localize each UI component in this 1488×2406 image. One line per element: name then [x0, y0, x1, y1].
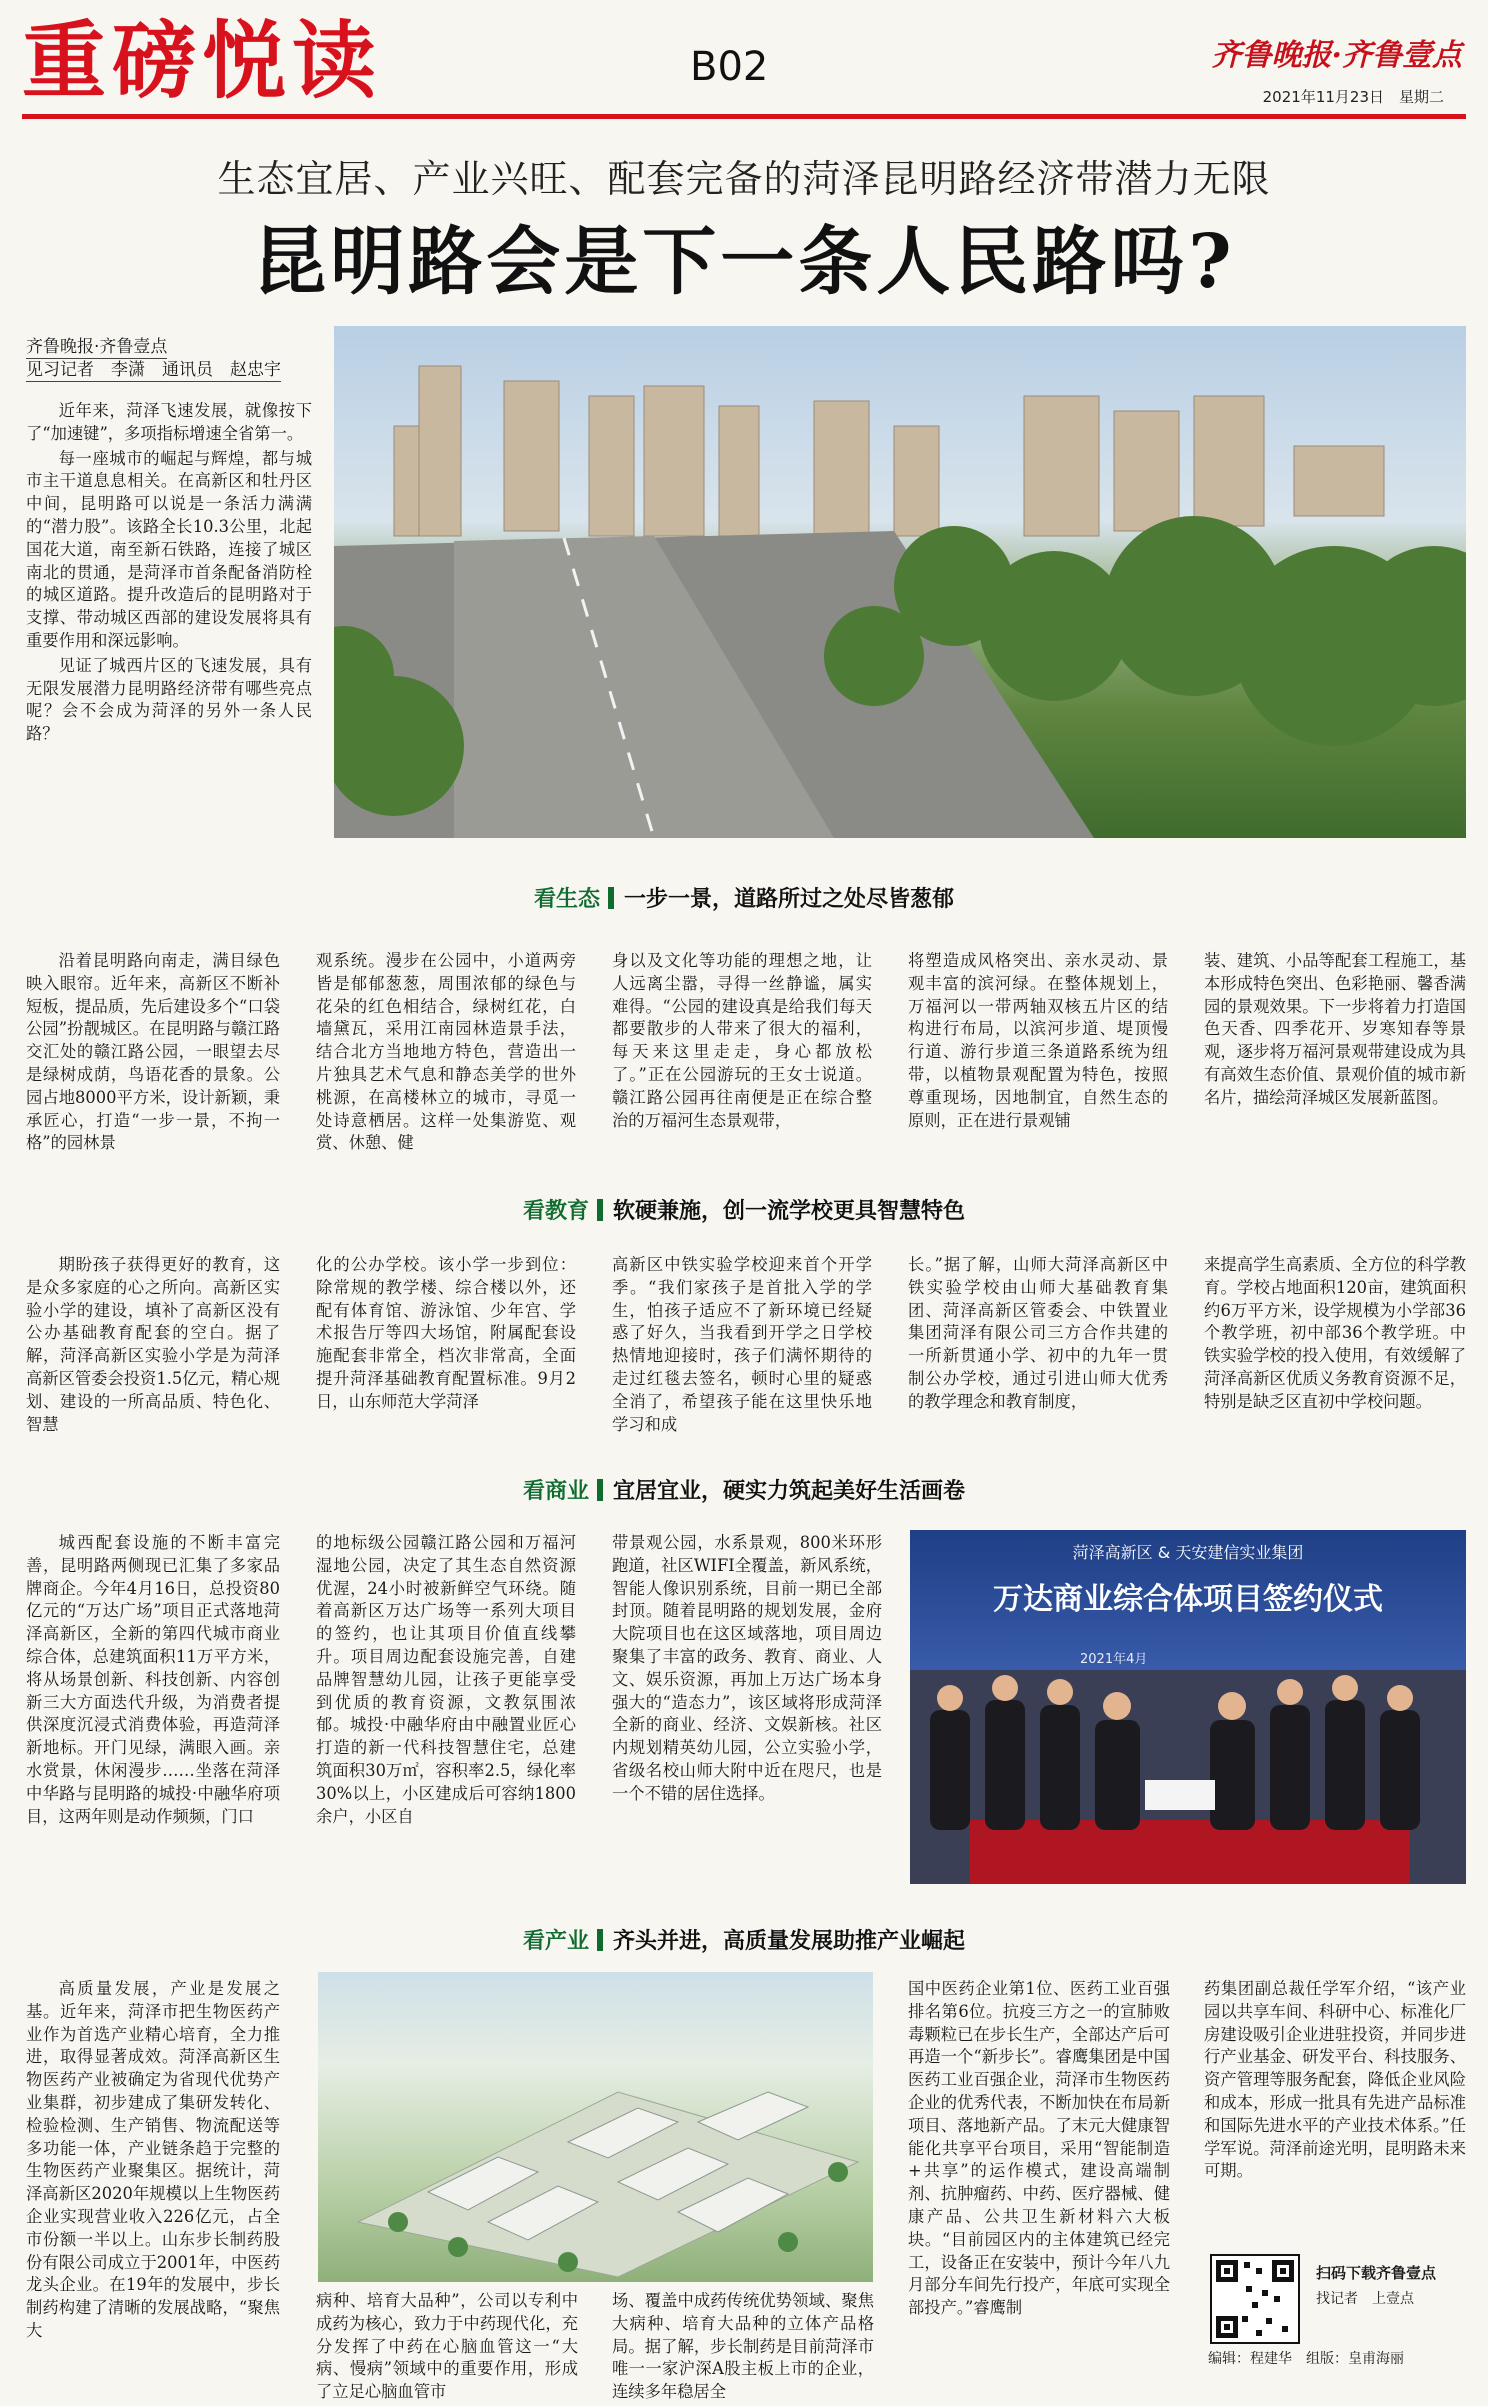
paragraph: 装、建筑、小品等配套工程施工，基本形成特色突出、色彩艳丽、馨香满园的景观效果。下一步将着力打造国色天香、四季花开、岁寒知春等景观，逐步将万福河景观带建设成为具有高效生态价值、景观价值的城市新名片，描绘菏泽城区发展新蓝图。	[1204, 951, 1466, 1107]
section-bar	[597, 1929, 603, 1951]
byline-org: 齐鲁晚报·齐鲁壹点	[26, 337, 168, 357]
city-road-photo	[334, 326, 1466, 838]
byline-people: 见习记者 李潇 通讯员 赵忠宇	[26, 360, 281, 380]
paragraph: 的地标级公园赣江路公园和万福河湿地公园，决定了其生态自然资源优渥，24小时被新鲜空气环绕。随着高新区万达广场等一系列大项目的签约，也让其项目价值直线攀升。项目周边配套设施完善，自建品牌智慧幼儿园，让孩子更能享受到优质的教育资源，文教氛围浓郁。城投·中融华府由中融置业匠心打造的新一代科技智慧住宅，总建筑面积30万㎡，容积率2.5，绿化率30%以上，小区建成后可容纳1800余户，小区自	[316, 1533, 576, 1826]
qr-caption: 扫码下载齐鲁壹点	[1316, 2264, 1437, 2282]
reporter-contact: 找记者 上壹点	[1316, 2291, 1414, 2307]
paragraph: 化的公办学校。该小学一步到位：除常规的教学楼、综合楼以外，还配有体育馆、游泳馆、少年宫、学术报告厅等四大场馆，附属配套设施配套非常全，档次非常高，全面提升菏泽基础教育配置标准。9月2日，山东师范大学菏泽	[316, 1255, 576, 1411]
ecology-col-5	[1204, 950, 1466, 1112]
paragraph: 来提高学生高素质、全方位的科学教育。学校占地面积120亩，建筑面积约6万平方米，设学规模为小学部36个教学班，初中部36个教学班。中铁实验学校的投入使用，有效缓解了菏泽高新区优质义务教育资源不足，特别是缺乏区直初中学校问题。	[1204, 1255, 1466, 1411]
section-keyword: 看商业	[522, 1479, 589, 1504]
ecology-col-1	[26, 950, 280, 1157]
masthead-rule	[22, 114, 1466, 119]
education-col-2	[316, 1254, 576, 1416]
education-col-3	[612, 1254, 872, 1438]
paragraph: 将塑造成风格突出、亲水灵动、景观丰富的滨河绿。在整体规划上，万福河以一带两轴双核五片区的结构进行布局，以滨河步道、堤顶慢行道、游行步道三条道路系统为纽带，以植物景观配置为特色，按照尊重现场，因地制宜，自然生态的原则，正在进行景观铺	[908, 951, 1168, 1130]
paragraph: 城西配套设施的不断丰富完善，昆明路两侧现已汇集了多家品牌商企。今年4月16日，总投资80亿元的“万达广场”项目正式落地菏泽高新区，全新的第四代城市商业综合体，总建筑面积11万平方米，将从场景创新、科技创新、内容创新三大方面迭代升级，为消费者提供深度沉浸式消费体验，再造菏泽新地标。开门见绿，满眼入画。亲水赏景，休闲漫步……坐落在菏泽中华路与昆明路的城投·中融华府项目，这两年则是动作频频，门口	[26, 1533, 280, 1826]
section-title: 宜居宜业，硬实力筑起美好生活画卷	[613, 1479, 966, 1504]
section-title: 一步一景，道路所过之处尽皆葱郁	[624, 887, 955, 912]
commerce-col-1	[26, 1532, 280, 1830]
page-code: B02	[690, 44, 769, 90]
paragraph: 身以及文化等功能的理想之地，让人远离尘嚣，寻得一丝静谧，属实难得。“公园的建设真是给我们每天都要散步的人带来了很大的福利，每天来这里走走，身心都放松了。”正在公园游玩的王女士说道。赣江路公园再往南便是正在综合整治的万福河生态景观带，	[612, 951, 872, 1130]
paragraph: 病种、培育大品种”，公司以专利中成药为核心，致力于中药现代化，充分发挥了中药在心脑血管这一“大病、慢病”领域中的重要作用，形成了立足心脑血管市	[316, 2291, 578, 2402]
ecology-col-2	[316, 950, 576, 1157]
section-keyword: 看教育	[522, 1199, 589, 1224]
article-headline: 昆明路会是下一条人民路吗?	[252, 219, 1236, 305]
section-keyword: 看产业	[522, 1929, 589, 1954]
intro-paragraph: 近年来，菏泽飞速发展，就像按下了“加速键”，多项指标增速全省第一。	[26, 401, 312, 443]
paragraph: 高质量发展，产业是发展之基。近年来，菏泽市把生物医药产业作为首选产业精心培育，全力推进，取得显著成效。菏泽高新区生物医药产业被确定为省现代优势产业集群，初步建成了集研发转化、检验检测、生产销售、物流配送等多功能一体，产业链条趋于完整的生物医药产业聚集区。据统计，菏泽高新区2020年规模以上生物医药企业实现营业收入226亿元，占全市份额一半以上。山东步长制药股份有限公司成立于2001年，中医药龙头企业。在19年的发展中，步长制药构建了清晰的发展战略，“聚焦大	[26, 1979, 280, 2340]
paragraph: 国中医药企业第1位、医药工业百强排名第6位。抗疫三方之一的宣肺败毒颗粒已在步长生产，全部达产后可再造一个“新步长”。睿鹰集团是中国医药工业百强企业，菏泽市生物医药企业的优秀代表，不断加快在布局新项目、落地新产品。了末元大健康智能化共享平台项目，采用“智能制造+共享”的运作模式，建设高端制剂、抗肿瘤药、中药、医疗器械、健康产品、公共卫生新材料六大板块。“目前园区内的主体建筑已经完工，设备正在安装中，预计今年八九月部分车间先行投产，年底可实现全部投产。”睿鹰制	[908, 1979, 1170, 2318]
paragraph: 带景观公园，水系景观，800米环形跑道，社区WIFI全覆盖，新风系统，智能人像识别系统，目前一期已全部封顶。随着昆明路的规划发展，金府大院项目也在这区域落地，项目周边聚集了丰富的政务、教育、商业、人文、娱乐资源，再加上万达广场本身强大的“造态力”，该区域将形成菏泽全新的商业、经济、文娱新核。社区内规划精英幼儿园，公立实验小学，省级名校山师大附中近在咫尺，也是一个不错的居住选择。	[612, 1533, 882, 1803]
education-col-4	[908, 1254, 1168, 1416]
byline	[26, 336, 326, 382]
section-heading-industry	[0, 1924, 1488, 1955]
paragraph: 药集团副总裁任学军介绍，“该产业园以共享车间、科研中心、标准化厂房建设吸引企业进驻投资，并同步进行产业基金、研发平台、科技服务、资产管理等服务配套，降低企业风险和成本，形成一批具有先进产品标准和国际先进水平的产业技术体系。”任学军说。菏泽前途光明，昆明路未来可期。	[1204, 1979, 1466, 2181]
banner-main-text: 万达商业综合体项目签约仪式	[993, 1582, 1383, 1617]
section-bar	[597, 1199, 603, 1221]
signing-ceremony-photo	[910, 1530, 1466, 1884]
education-col-1	[26, 1254, 280, 1438]
masthead-title: 重磅悦读	[22, 12, 383, 110]
industry-col-4	[908, 1978, 1170, 2322]
intro-paragraph: 每一座城市的崛起与辉煌，都与城市主干道息息相关。在高新区和牡丹区中间，昆明路可以说是一条活力满满的“潜力股”。该路全长10.3公里，北起国花大道，南至新石铁路，连接了城区南北的贯通，是菏泽市首条配备消防栓的城区道路。提升改造后的昆明路对于支撑、带动城区西部的建设发展将具有重要作用和深远影响。	[26, 448, 312, 650]
download-qr-code[interactable]	[1210, 2254, 1300, 2344]
section-keyword: 看生态	[533, 887, 600, 912]
issue-date: 2021年11月23日 星期二	[1262, 88, 1444, 106]
section-heading-commerce	[0, 1474, 1488, 1505]
editor-line: 编辑：程建华 组版：皇甫海丽	[1208, 2351, 1404, 2367]
paragraph: 沿着昆明路向南走，满目绿色映入眼帘。近年来，高新区不断补短板，提品质，先后建设多个“口袋公园”扮靓城区。在昆明路与赣江路交汇处的赣江路公园，一眼望去尽是绿树成荫，鸟语花香的景象。公园占地8000平方米，设计新颖，秉承匠心，打造“一步一景，不拘一格”的园林景	[26, 951, 280, 1153]
article-subhead: 生态宜居、产业兴旺、配套完备的菏泽昆明路经济带潜力无限	[217, 157, 1271, 201]
section-title: 齐头并进，高质量发展助推产业崛起	[613, 1929, 966, 1954]
industry-col-1	[26, 1978, 280, 2345]
paper-logo: 齐鲁晚报·齐鲁壹点	[1211, 38, 1462, 73]
intro-paragraph: 见证了城西片区的飞速发展，具有无限发展潜力昆明路经济带有哪些亮点呢？会不会成为菏泽的另外一条人民路？	[26, 655, 312, 744]
section-heading-education	[0, 1194, 1488, 1225]
intro-text	[26, 400, 312, 748]
industry-col-3	[612, 2290, 874, 2406]
industry-col-2	[316, 2290, 578, 2406]
paragraph: 高新区中铁实验学校迎来首个开学季。“我们家孩子是首批入学的学生，怕孩子适应不了新环境已经疑惑了好久，当我看到开学之日学校热情地迎接时，孩子们满怀期待的走过红毯去签名，顿时心里的疑惑全消了，希望孩子能在这里快乐地学习和成	[612, 1255, 872, 1434]
section-title: 软硬兼施，创一流学校更具智慧特色	[613, 1199, 966, 1224]
commerce-col-2	[316, 1532, 576, 1830]
industrial-park-rendering	[318, 1972, 873, 2282]
commerce-col-3	[612, 1532, 882, 1808]
section-heading-ecology	[0, 882, 1488, 913]
paragraph: 长。”据了解，山师大菏泽高新区中铁实验学校由山师大基础教育集团、菏泽高新区管委会、中铁置业集团菏泽有限公司三方合作共建的一所新贯通小学、初中的九年一贯制公办学校，通过引进山师大优秀的教学理念和教育制度，	[908, 1255, 1168, 1411]
ecology-col-4	[908, 950, 1168, 1134]
industry-col-5	[1204, 1978, 1466, 2185]
section-bar	[597, 1479, 603, 1501]
paragraph: 观系统。漫步在公园中，小道两旁皆是郁郁葱葱，周围浓郁的绿色与花朵的红色相结合，绿树红花，白墙黛瓦，采用江南园林造景手法，结合北方当地地方特色，营造出一片独具艺术气息和静态美学的世外桃源，在高楼林立的城市，寻觅一处诗意栖居。这样一处集游览、观赏、休憩、健	[316, 951, 576, 1153]
ecology-col-3	[612, 950, 872, 1134]
paragraph: 场、覆盖中成药传统优势领域、聚焦大病种、培育大品种的立体产品格局。据了解，步长制药是目前菏泽市唯一一家沪深A股主板上市的企业，连续多年稳居全	[612, 2291, 874, 2402]
banner-date-text: 2021年4月	[1080, 1652, 1148, 1667]
banner-top-text: 菏泽高新区 & 天安建信实业集团	[1072, 1543, 1304, 1562]
education-col-5	[1204, 1254, 1466, 1416]
section-bar	[608, 887, 614, 909]
paragraph: 期盼孩子获得更好的教育，这是众多家庭的心之所向。高新区实验小学的建设，填补了高新区没有公办基础教育配套的空白。据了解，菏泽高新区实验小学是为菏泽高新区管委会投资1.5亿元，精心规划、建设的一所高品质、特色化、智慧	[26, 1255, 280, 1434]
